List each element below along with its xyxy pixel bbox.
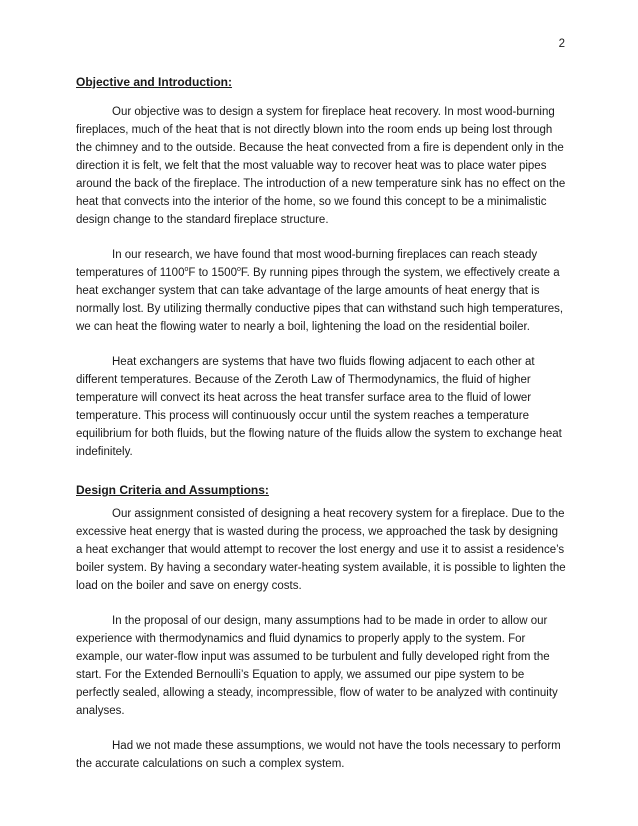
paragraph-heat-exchangers: Heat exchangers are systems that have two fluids flowing adjacent to each other at different temperatures. Because of the Zeroth Law of Thermodynamics, the fluid of higher temperature will convect its heat across the heat transfer surface area to the fluid of lower temperature. This process will continuously occur until the system reaches a temperature equilibrium for both fluids, but the flowing nature of the fluids allow the system to exchange heat indefinitely. [76, 356, 562, 458]
degree-symbol-2: o [236, 266, 241, 274]
document-body [76, 73, 566, 773]
research-text-1: In our research, we have found that most wood-burning fireplaces can reach steady temperatures of 1100 [76, 249, 538, 279]
paragraph-assumptions: In the proposal of our design, many assumptions had to be made in order to allow our experience with thermodynamics and fluid dynamics to properly apply to the system. For example, our water-flow input was assumed to be turbulent and fully developed right from the start. For the Extended Bernoulli’s Equation to apply, we assumed our pipe system to be perfectly sealed, allowing a steady, incompressible, flow of water to be analyzed with continuity analyses. [76, 615, 558, 717]
section-heading-objective: Objective and Introduction: [76, 75, 233, 89]
research-text-3: F. By running pipes through the system, we effectively create a heat exchanger system that can take advantage of the large amounts of heat energy that is normally lost. By utilizing thermally conductive pipes that can withstand such high temperatures, we can heat the flowing water to nearly a boil, lightening the load on the residential boiler. [76, 267, 564, 333]
research-text-2: F to 1500 [188, 267, 237, 279]
page-number: 2 [558, 38, 565, 50]
paragraph-assignment: Our assignment consisted of designing a heat recovery system for a fireplace. Due to the excessive heat energy that is wasted during the process, we approached the task by designing a heat exchanger that would attempt to recover the lost energy and use it to assist a residence’s boiler system. By having a secondary water-heating system available, it is possible to lighten the load on the boiler and save on energy costs. [76, 508, 566, 592]
paragraph-conclusion: Had we not made these assumptions, we would not have the tools necessary to perform the accurate calculations on such a complex system. [76, 740, 561, 770]
paragraph-objective: Our objective was to design a system for fireplace heat recovery. In most wood-burning fireplaces, much of the heat that is not directly blown into the room ends up being lost through the chimney and to the outside. Because the heat convected from a fire is dependent only in the direction it is felt, we felt that the most valuable way to recover heat was to place water pipes around the back of the fireplace. The introduction of a new temperature sink has no effect on the heat that convects into the interior of the home, so we found this concept to be a minimalistic design change to the standard fireplace structure. [76, 106, 566, 226]
paragraph-research [76, 246, 566, 336]
degree-symbol-1: o [184, 266, 189, 274]
section-heading-design-criteria: Design Criteria and Assumptions: [76, 483, 269, 497]
